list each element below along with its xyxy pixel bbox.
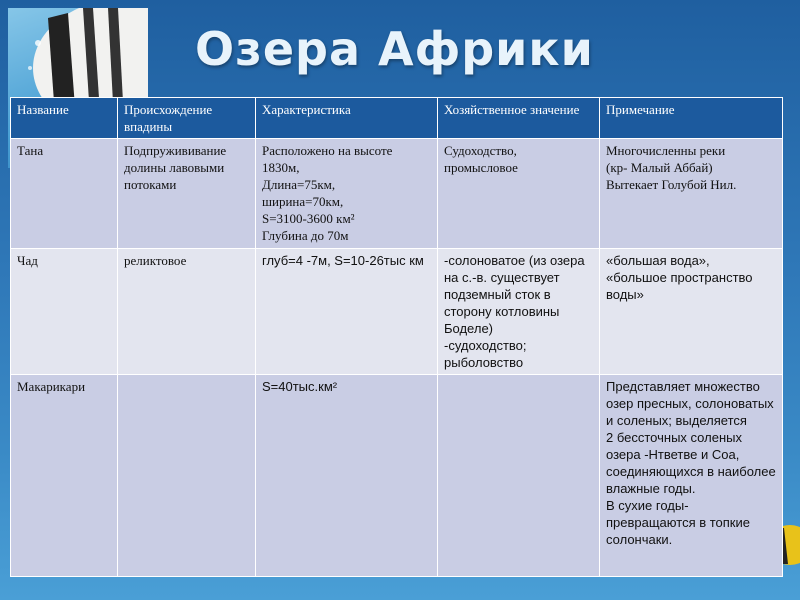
cell-name: Макарикари [11, 375, 118, 577]
header-origin: Происхождение впадины [118, 98, 256, 139]
cell-economic: -солоноватое (из озера на с.-в. существует подземный сток в сторону котловины Боделе) -судоходство; рыболовство [438, 249, 600, 375]
cell-economic: Судоходство, промысловое [438, 139, 600, 249]
cell-characteristics: S=40тыс.км² [256, 375, 438, 577]
cell-name: Чад [11, 249, 118, 375]
slide-title: Озера Африки [195, 22, 594, 76]
cell-note: Представляет множество озер пресных, солоноватых и соленых; выделяется 2 бессточных соленых озера -Нтветве и Соа, соединяющихся в наиболее влажные годы. В сухие годы- превращаются в топкие солончаки. [600, 375, 783, 577]
cell-note: «большая вода», «большое пространство воды» [600, 249, 783, 375]
header-name: Название [11, 98, 118, 139]
table-row [11, 139, 783, 249]
cell-origin [118, 375, 256, 577]
cell-characteristics: Расположено на высоте 1830м, Длина=75км, ширина=70км, S=3100-3600 км² Глубина до 70м [256, 139, 438, 249]
table-row [11, 375, 783, 577]
cell-note: Многочисленны реки (кр- Малый Аббай) Вытекает Голубой Нил. [600, 139, 783, 249]
table-row [11, 249, 783, 375]
cell-economic [438, 375, 600, 577]
header-note: Примечание [600, 98, 783, 139]
header-characteristics: Характеристика [256, 98, 438, 139]
header-economic: Хозяйственное значение [438, 98, 600, 139]
cell-characteristics: глуб=4 -7м, S=10-26тыс км [256, 249, 438, 375]
lakes-table [10, 97, 783, 577]
cell-name: Тана [11, 139, 118, 249]
cell-origin: Подпружививание долины лавовыми потоками [118, 139, 256, 249]
table-header-row [11, 98, 783, 139]
cell-origin: реликтовое [118, 249, 256, 375]
